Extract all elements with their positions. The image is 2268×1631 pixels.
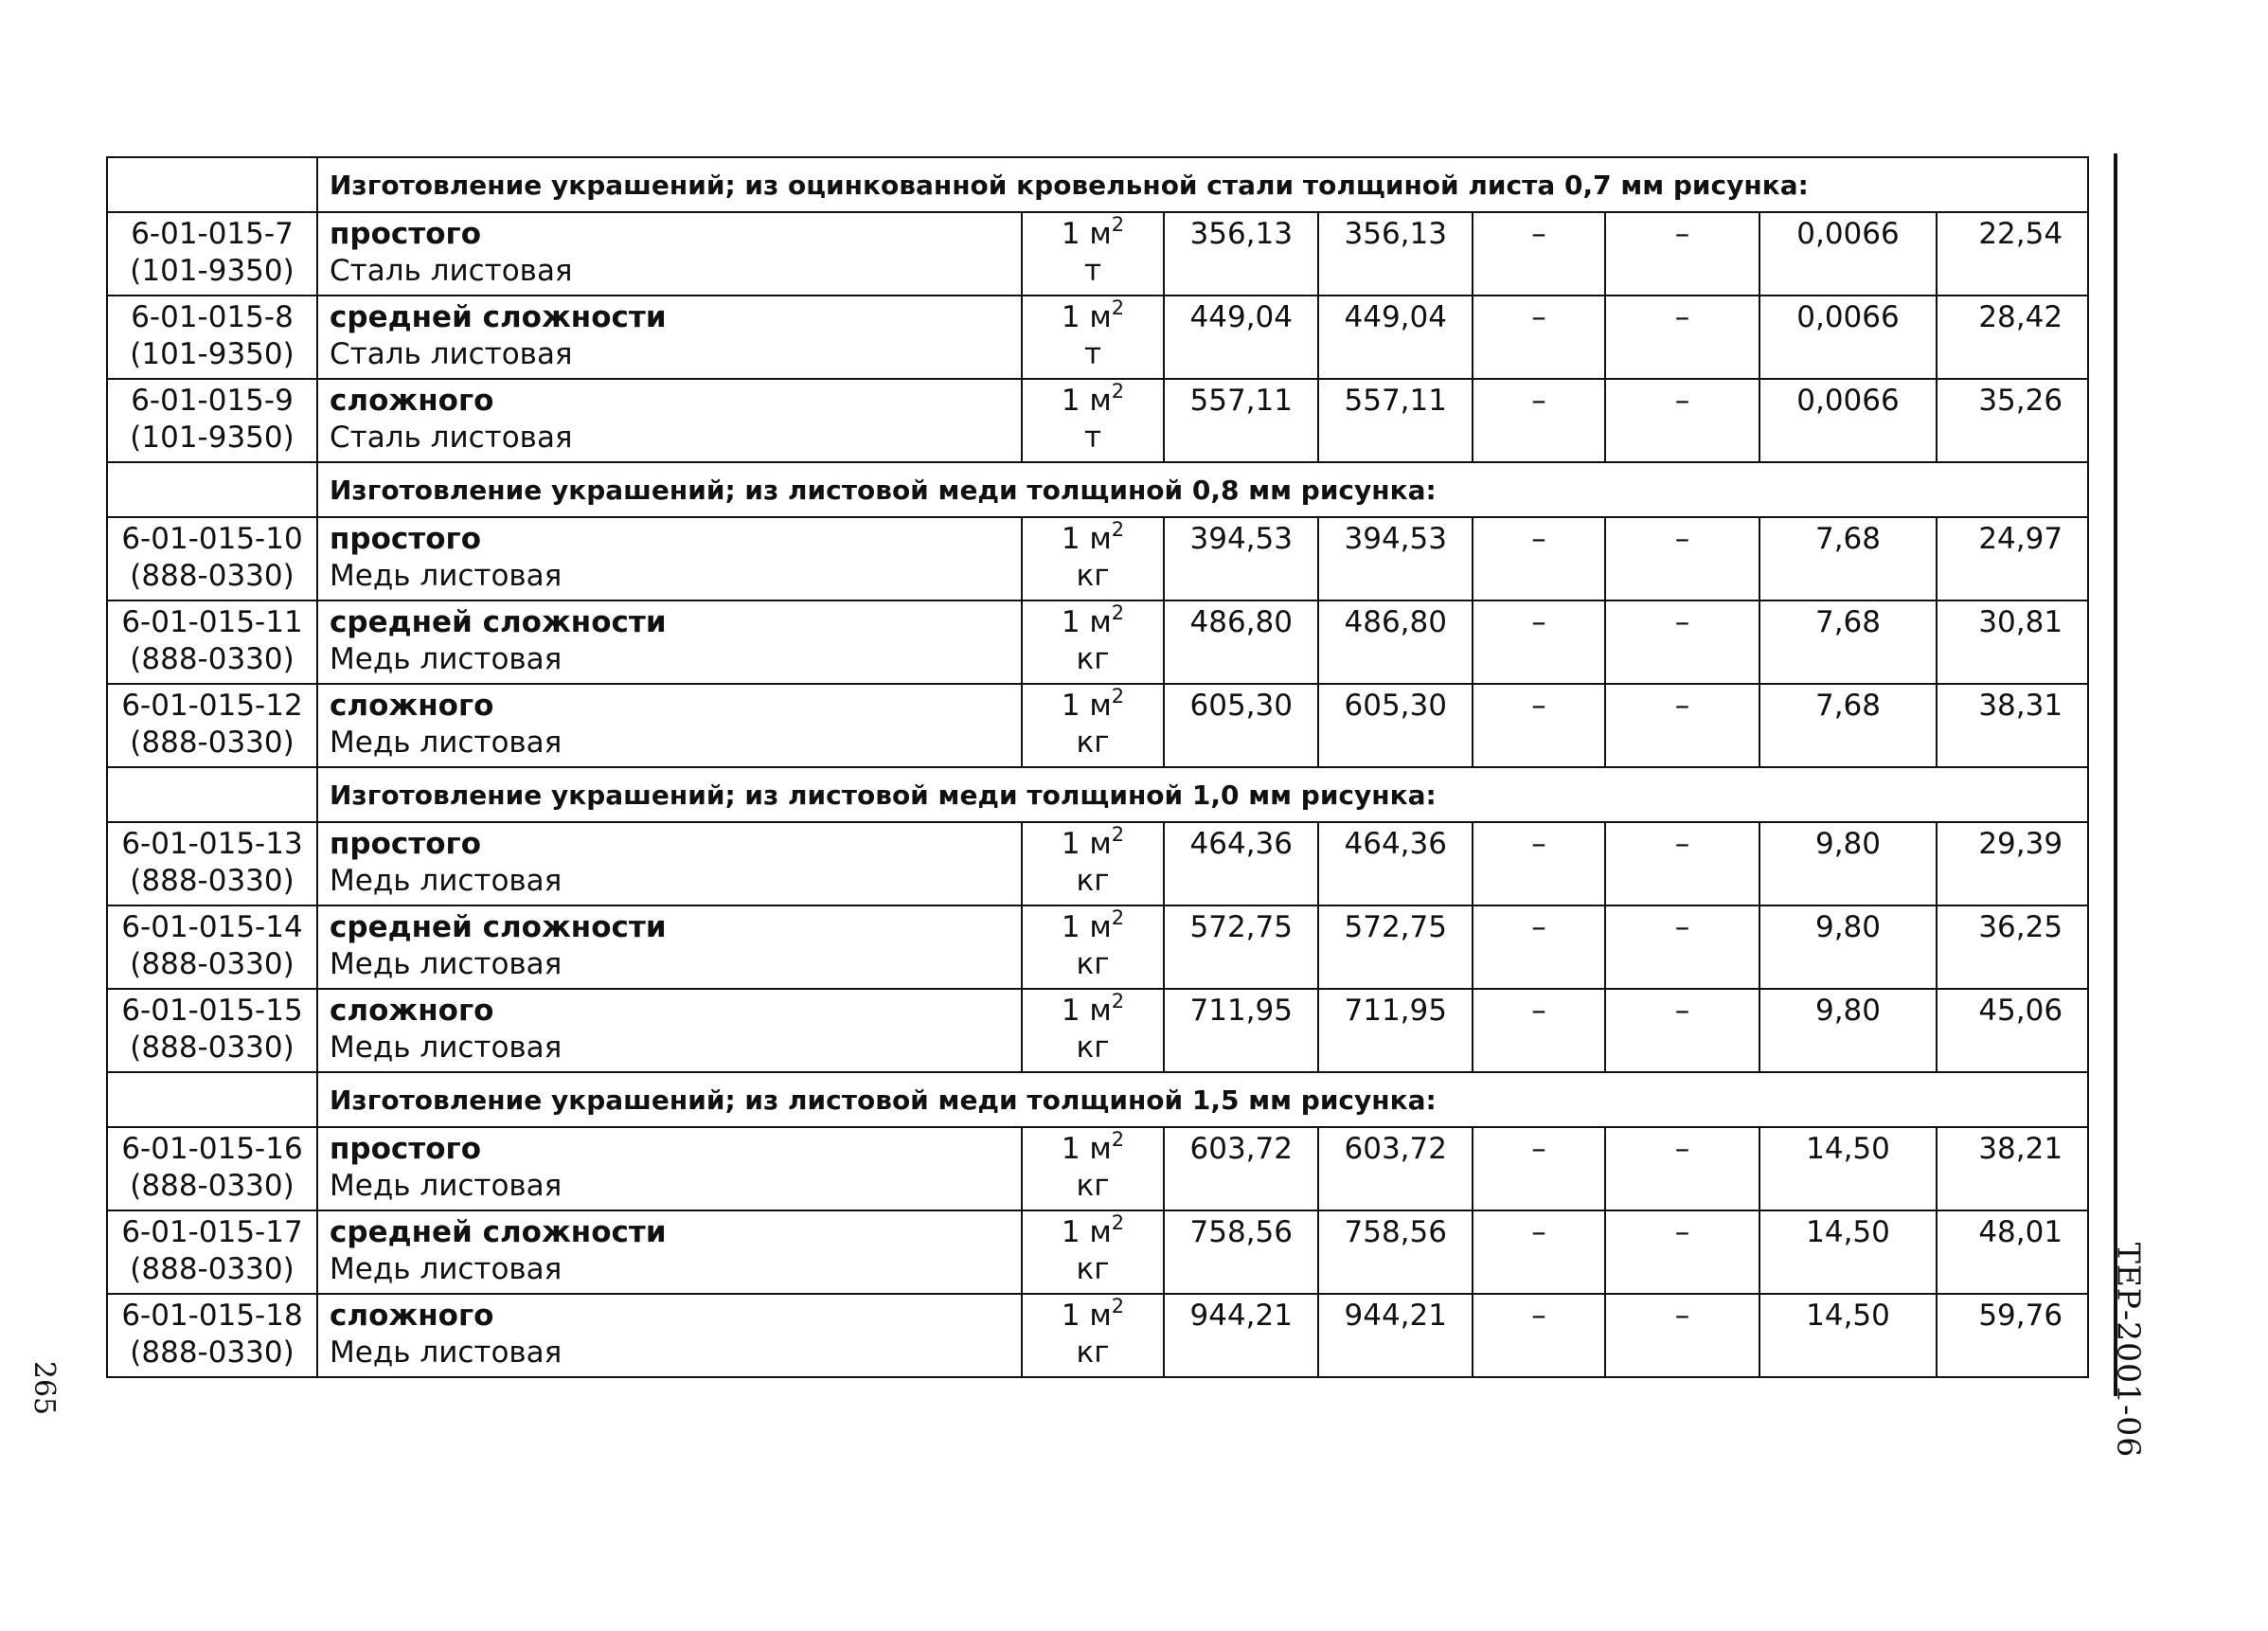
consumption-cell <box>1759 1294 1937 1377</box>
col3-cell <box>1473 822 1605 905</box>
consumption-value: 0,0066 <box>1796 217 1900 251</box>
col3-value: – <box>1531 300 1546 334</box>
section-code-cell <box>107 157 317 212</box>
section-title-text: Изготовление украшений; из листовой меди толщиной 1,0 мм рисунка: <box>330 779 1437 811</box>
work-name: средней сложности <box>330 300 667 334</box>
work-name: сложного <box>330 994 494 1028</box>
total-cost-cell <box>1164 517 1318 600</box>
unit-cell <box>1022 1127 1164 1210</box>
material-price-cell <box>1937 822 2088 905</box>
consumption-cell <box>1759 822 1937 905</box>
rate-code: 6-01-015-11 <box>121 605 303 639</box>
unit-value: 1 м <box>1061 689 1112 723</box>
materials-cost-cell <box>1318 1294 1473 1377</box>
unit-superscript: 2 <box>1111 600 1125 624</box>
section-title <box>317 157 2088 212</box>
col3-cell <box>1473 1294 1605 1377</box>
total-cost: 711,95 <box>1189 994 1293 1028</box>
material-price: 28,42 <box>1978 300 2063 334</box>
rate-code: 6-01-015-12 <box>121 689 303 723</box>
code-cell <box>107 684 317 767</box>
material-unit: кг <box>1076 726 1110 760</box>
code-cell <box>107 212 317 296</box>
table-row <box>107 1294 2088 1377</box>
materials-cost: 758,56 <box>1344 1215 1447 1249</box>
name-cell <box>317 822 1022 905</box>
total-cost-cell <box>1164 822 1318 905</box>
table-row <box>107 1127 2088 1210</box>
materials-cost-cell <box>1318 379 1473 462</box>
unit-value: 1 м <box>1061 217 1112 251</box>
code-cell <box>107 517 317 600</box>
rate-code: 6-01-015-15 <box>121 994 303 1028</box>
unit-superscript: 2 <box>1111 1210 1125 1234</box>
col3-value: – <box>1531 384 1546 418</box>
consumption-value: 9,80 <box>1814 827 1882 861</box>
material-price: 45,06 <box>1978 994 2063 1028</box>
section-title <box>317 1072 2088 1127</box>
material-name: Медь листовая <box>330 726 563 760</box>
rate-code: 6-01-015-16 <box>121 1132 303 1166</box>
total-cost: 464,36 <box>1189 827 1293 861</box>
total-cost: 572,75 <box>1189 910 1293 944</box>
total-cost: 356,13 <box>1189 217 1293 251</box>
page-number: 265 <box>27 1360 62 1415</box>
resource-code: (888-0330) <box>130 726 295 760</box>
unit-value: 1 м <box>1061 827 1112 861</box>
materials-cost: 711,95 <box>1344 994 1447 1028</box>
consumption-cell <box>1759 905 1937 989</box>
unit-value: 1 м <box>1061 384 1112 418</box>
total-cost: 603,72 <box>1189 1132 1293 1166</box>
name-cell <box>317 296 1022 379</box>
unit-superscript: 2 <box>1111 822 1125 846</box>
code-cell <box>107 1127 317 1210</box>
unit-cell <box>1022 212 1164 296</box>
total-cost-cell <box>1164 989 1318 1072</box>
section-code-cell <box>107 462 317 517</box>
material-price-cell <box>1937 517 2088 600</box>
total-cost-cell <box>1164 379 1318 462</box>
materials-cost: 486,80 <box>1344 605 1447 639</box>
section-header-row <box>107 462 2088 517</box>
table-row <box>107 822 2088 905</box>
section-title-text: Изготовление украшений; из листовой меди толщиной 1,5 мм рисунка: <box>330 1084 1437 1116</box>
col3-cell <box>1473 1210 1605 1294</box>
page-number-label <box>21 1354 68 1421</box>
total-cost: 449,04 <box>1189 300 1293 334</box>
table-row <box>107 379 2088 462</box>
total-cost-cell <box>1164 1294 1318 1377</box>
resource-code: (888-0330) <box>130 1169 295 1203</box>
materials-cost-cell <box>1318 1127 1473 1210</box>
section-header-row <box>107 767 2088 822</box>
materials-cost-cell <box>1318 212 1473 296</box>
table-row <box>107 517 2088 600</box>
unit-cell <box>1022 379 1164 462</box>
material-price: 30,81 <box>1978 605 2063 639</box>
materials-cost: 572,75 <box>1344 910 1447 944</box>
work-name: простого <box>330 827 482 861</box>
work-name: простого <box>330 217 482 251</box>
unit-superscript: 2 <box>1111 212 1125 236</box>
consumption-value: 7,68 <box>1814 522 1882 556</box>
unit-cell <box>1022 1210 1164 1294</box>
unit-cell <box>1022 600 1164 684</box>
resource-code: (101-9350) <box>130 254 295 288</box>
material-price: 59,76 <box>1978 1299 2063 1333</box>
col4-value: – <box>1674 605 1690 639</box>
col3-value: – <box>1531 910 1546 944</box>
material-name: Сталь листовая <box>330 421 573 455</box>
name-cell <box>317 212 1022 296</box>
materials-cost-cell <box>1318 517 1473 600</box>
materials-cost: 464,36 <box>1344 827 1447 861</box>
col3-value: – <box>1531 689 1546 723</box>
rate-code: 6-01-015-8 <box>131 300 294 334</box>
material-unit: т <box>1083 254 1102 288</box>
consumption-cell <box>1759 684 1937 767</box>
table-row <box>107 296 2088 379</box>
unit-cell <box>1022 989 1164 1072</box>
material-price-cell <box>1937 1210 2088 1294</box>
col4-cell <box>1605 822 1759 905</box>
section-title <box>317 462 2088 517</box>
work-name: средней сложности <box>330 1215 667 1249</box>
unit-cell <box>1022 296 1164 379</box>
name-cell <box>317 379 1022 462</box>
material-price: 35,26 <box>1978 384 2063 418</box>
col4-value: – <box>1674 1132 1690 1166</box>
consumption-value: 9,80 <box>1814 994 1882 1028</box>
material-price-cell <box>1937 600 2088 684</box>
col4-cell <box>1605 1294 1759 1377</box>
col4-cell <box>1605 517 1759 600</box>
name-cell <box>317 1127 1022 1210</box>
unit-cell <box>1022 1294 1164 1377</box>
col3-cell <box>1473 1127 1605 1210</box>
col4-value: – <box>1674 827 1690 861</box>
materials-cost: 944,21 <box>1344 1299 1447 1333</box>
consumption-value: 0,0066 <box>1796 300 1900 334</box>
consumption-cell <box>1759 1210 1937 1294</box>
consumption-value: 7,68 <box>1814 689 1882 723</box>
col4-cell <box>1605 212 1759 296</box>
materials-cost: 394,53 <box>1344 522 1447 556</box>
material-unit: кг <box>1076 864 1110 898</box>
work-name: сложного <box>330 384 494 418</box>
consumption-value: 7,68 <box>1814 605 1882 639</box>
code-cell <box>107 379 317 462</box>
work-name: средней сложности <box>330 605 667 639</box>
total-cost: 557,11 <box>1189 384 1293 418</box>
total-cost-cell <box>1164 1127 1318 1210</box>
material-name: Сталь листовая <box>330 254 573 288</box>
work-name: простого <box>330 1132 482 1166</box>
resource-code: (101-9350) <box>130 421 295 455</box>
col4-cell <box>1605 379 1759 462</box>
consumption-cell <box>1759 296 1937 379</box>
total-cost: 486,80 <box>1189 605 1293 639</box>
code-cell <box>107 1294 317 1377</box>
material-name: Сталь листовая <box>330 337 573 371</box>
section-header-row <box>107 1072 2088 1127</box>
materials-cost-cell <box>1318 1210 1473 1294</box>
col3-cell <box>1473 600 1605 684</box>
col4-value: – <box>1674 994 1690 1028</box>
consumption-value: 14,50 <box>1806 1132 1890 1166</box>
rate-code: 6-01-015-14 <box>121 910 303 944</box>
materials-cost-cell <box>1318 822 1473 905</box>
col3-cell <box>1473 379 1605 462</box>
material-price-cell <box>1937 1294 2088 1377</box>
name-cell <box>317 905 1022 989</box>
resource-code: (888-0330) <box>130 559 295 593</box>
col3-value: – <box>1531 1215 1546 1249</box>
table-row <box>107 212 2088 296</box>
resource-code: (888-0330) <box>130 864 295 898</box>
total-cost-cell <box>1164 684 1318 767</box>
unit-cell <box>1022 905 1164 989</box>
document-code-label <box>2091 1242 2167 1458</box>
material-name: Медь листовая <box>330 864 563 898</box>
unit-superscript: 2 <box>1111 905 1125 929</box>
total-cost-cell <box>1164 905 1318 989</box>
materials-cost-cell <box>1318 600 1473 684</box>
code-cell <box>107 296 317 379</box>
material-price: 36,25 <box>1978 910 2063 944</box>
unit-value: 1 м <box>1061 605 1112 639</box>
name-cell <box>317 600 1022 684</box>
consumption-value: 0,0066 <box>1796 384 1900 418</box>
resource-code: (888-0330) <box>130 1252 295 1286</box>
materials-cost-cell <box>1318 296 1473 379</box>
materials-cost-cell <box>1318 905 1473 989</box>
table-row <box>107 905 2088 989</box>
col3-value: – <box>1531 994 1546 1028</box>
col3-cell <box>1473 989 1605 1072</box>
material-price-cell <box>1937 1127 2088 1210</box>
materials-cost: 557,11 <box>1344 384 1447 418</box>
col4-value: – <box>1674 384 1690 418</box>
rate-code: 6-01-015-13 <box>121 827 303 861</box>
total-cost: 944,21 <box>1189 1299 1293 1333</box>
right-margin-rule <box>2114 153 2117 1396</box>
resource-code: (888-0330) <box>130 947 295 981</box>
material-name: Медь листовая <box>330 1169 563 1203</box>
table-row <box>107 600 2088 684</box>
material-unit: кг <box>1076 642 1110 676</box>
material-unit: т <box>1083 337 1102 371</box>
material-name: Медь листовая <box>330 559 563 593</box>
unit-superscript: 2 <box>1111 684 1125 708</box>
material-price-cell <box>1937 684 2088 767</box>
unit-superscript: 2 <box>1111 989 1125 1013</box>
section-title-text: Изготовление украшений; из оцинкованной кровельной стали толщиной листа 0,7 мм рисунка: <box>330 169 1809 201</box>
work-name: сложного <box>330 1299 494 1333</box>
col3-value: – <box>1531 217 1546 251</box>
consumption-cell <box>1759 379 1937 462</box>
unit-superscript: 2 <box>1111 517 1125 541</box>
consumption-cell <box>1759 1127 1937 1210</box>
unit-superscript: 2 <box>1111 296 1125 319</box>
material-unit: кг <box>1076 559 1110 593</box>
col4-cell <box>1605 989 1759 1072</box>
table-row <box>107 684 2088 767</box>
col3-cell <box>1473 684 1605 767</box>
unit-value: 1 м <box>1061 910 1112 944</box>
total-cost: 758,56 <box>1189 1215 1293 1249</box>
material-price: 48,01 <box>1978 1215 2063 1249</box>
materials-cost-cell <box>1318 989 1473 1072</box>
col3-cell <box>1473 212 1605 296</box>
name-cell <box>317 517 1022 600</box>
consumption-value: 14,50 <box>1806 1299 1890 1333</box>
col3-value: – <box>1531 605 1546 639</box>
total-cost: 394,53 <box>1189 522 1293 556</box>
unit-value: 1 м <box>1061 300 1112 334</box>
resource-code: (888-0330) <box>130 642 295 676</box>
work-name: средней сложности <box>330 910 667 944</box>
consumption-value: 9,80 <box>1814 910 1882 944</box>
col4-cell <box>1605 600 1759 684</box>
unit-cell <box>1022 517 1164 600</box>
materials-cost: 449,04 <box>1344 300 1447 334</box>
consumption-cell <box>1759 212 1937 296</box>
material-name: Медь листовая <box>330 1335 563 1370</box>
name-cell <box>317 1294 1022 1377</box>
col4-cell <box>1605 905 1759 989</box>
col4-value: – <box>1674 689 1690 723</box>
col4-value: – <box>1674 1299 1690 1333</box>
col4-cell <box>1605 1127 1759 1210</box>
work-name: сложного <box>330 689 494 723</box>
unit-cell <box>1022 822 1164 905</box>
consumption-cell <box>1759 989 1937 1072</box>
material-price: 38,31 <box>1978 689 2063 723</box>
unit-value: 1 м <box>1061 1215 1112 1249</box>
work-name: простого <box>330 522 482 556</box>
material-price: 22,54 <box>1978 217 2063 251</box>
col4-cell <box>1605 296 1759 379</box>
code-cell <box>107 989 317 1072</box>
material-price: 38,21 <box>1978 1132 2063 1166</box>
name-cell <box>317 989 1022 1072</box>
rate-code: 6-01-015-7 <box>131 217 294 251</box>
rates-table-container <box>106 156 2087 1378</box>
material-price-cell <box>1937 379 2088 462</box>
consumption-cell <box>1759 600 1937 684</box>
consumption-cell <box>1759 517 1937 600</box>
col4-value: – <box>1674 217 1690 251</box>
col3-value: – <box>1531 1299 1546 1333</box>
material-name: Медь листовая <box>330 1252 563 1286</box>
unit-value: 1 м <box>1061 522 1112 556</box>
unit-value: 1 м <box>1061 1132 1112 1166</box>
code-cell <box>107 822 317 905</box>
material-price-cell <box>1937 905 2088 989</box>
resource-code: (101-9350) <box>130 337 295 371</box>
unit-superscript: 2 <box>1111 1127 1125 1151</box>
material-name: Медь листовая <box>330 642 563 676</box>
table-row <box>107 1210 2088 1294</box>
total-cost-cell <box>1164 212 1318 296</box>
col3-value: – <box>1531 1132 1546 1166</box>
material-name: Медь листовая <box>330 1031 563 1065</box>
name-cell <box>317 1210 1022 1294</box>
col3-cell <box>1473 296 1605 379</box>
materials-cost-cell <box>1318 684 1473 767</box>
unit-superscript: 2 <box>1111 1294 1125 1317</box>
unit-value: 1 м <box>1061 994 1112 1028</box>
col4-value: – <box>1674 522 1690 556</box>
material-unit: кг <box>1076 1252 1110 1286</box>
code-cell <box>107 1210 317 1294</box>
col4-value: – <box>1674 300 1690 334</box>
code-cell <box>107 600 317 684</box>
col3-cell <box>1473 517 1605 600</box>
col3-cell <box>1473 905 1605 989</box>
rate-code: 6-01-015-9 <box>131 384 294 418</box>
total-cost-cell <box>1164 296 1318 379</box>
total-cost-cell <box>1164 1210 1318 1294</box>
resource-code: (888-0330) <box>130 1031 295 1065</box>
material-unit: т <box>1083 421 1102 455</box>
material-unit: кг <box>1076 1031 1110 1065</box>
unit-superscript: 2 <box>1111 379 1125 403</box>
rate-code: 6-01-015-17 <box>121 1215 303 1249</box>
material-name: Медь листовая <box>330 947 563 981</box>
rates-table <box>106 156 2089 1378</box>
total-cost-cell <box>1164 600 1318 684</box>
resource-code: (888-0330) <box>130 1335 295 1370</box>
consumption-value: 14,50 <box>1806 1215 1890 1249</box>
col4-value: – <box>1674 1215 1690 1249</box>
unit-cell <box>1022 684 1164 767</box>
section-title-text: Изготовление украшений; из листовой меди толщиной 0,8 мм рисунка: <box>330 474 1437 506</box>
name-cell <box>317 684 1022 767</box>
materials-cost: 356,13 <box>1344 217 1447 251</box>
table-row <box>107 989 2088 1072</box>
section-code-cell <box>107 1072 317 1127</box>
material-price: 24,97 <box>1978 522 2063 556</box>
material-price-cell <box>1937 989 2088 1072</box>
materials-cost: 603,72 <box>1344 1132 1447 1166</box>
section-code-cell <box>107 767 317 822</box>
col4-cell <box>1605 684 1759 767</box>
material-unit: кг <box>1076 1169 1110 1203</box>
section-header-row <box>107 157 2088 212</box>
col4-cell <box>1605 1210 1759 1294</box>
material-unit: кг <box>1076 947 1110 981</box>
materials-cost: 605,30 <box>1344 689 1447 723</box>
code-cell <box>107 905 317 989</box>
total-cost: 605,30 <box>1189 689 1293 723</box>
unit-value: 1 м <box>1061 1299 1112 1333</box>
col3-value: – <box>1531 522 1546 556</box>
material-unit: кг <box>1076 1335 1110 1370</box>
material-price: 29,39 <box>1978 827 2063 861</box>
document-code: ТЕР-2001-06 <box>2110 1242 2148 1458</box>
rate-code: 6-01-015-18 <box>121 1299 303 1333</box>
rate-code: 6-01-015-10 <box>121 522 303 556</box>
col4-value: – <box>1674 910 1690 944</box>
section-title <box>317 767 2088 822</box>
material-price-cell <box>1937 212 2088 296</box>
col3-value: – <box>1531 827 1546 861</box>
material-price-cell <box>1937 296 2088 379</box>
